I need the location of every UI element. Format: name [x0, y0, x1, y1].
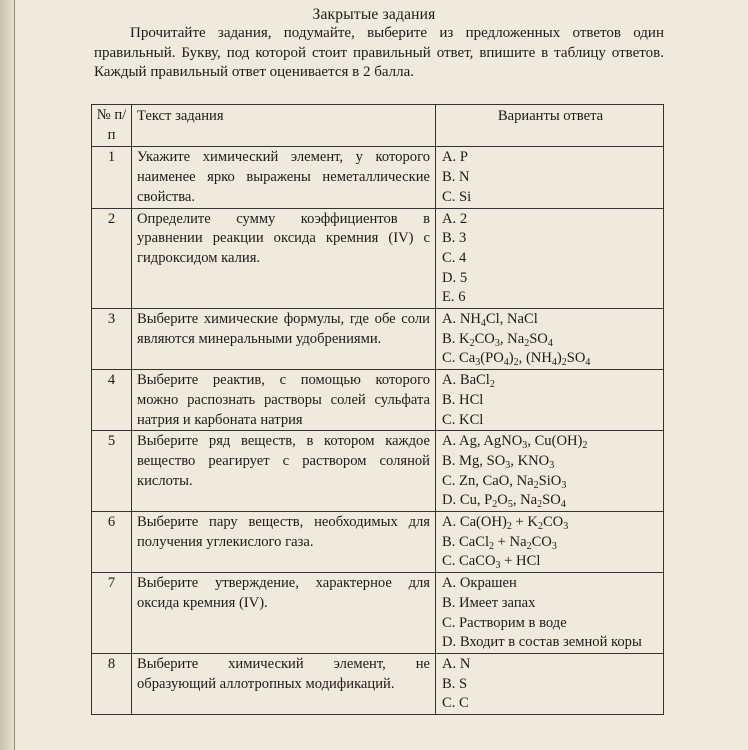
question-number: 7 — [92, 573, 132, 654]
answer-option: A. $Ca(OH)_2 + K_2CO_3$ — [442, 514, 569, 533]
question-number: 4 — [92, 370, 132, 431]
answer-options — [436, 512, 664, 573]
question-text: Выберите пару веществ, необходимых для получения углекислого газа. — [132, 512, 436, 573]
answer-option: B. S — [442, 675, 468, 692]
answer-option: C. 4 — [442, 249, 467, 266]
question-number: 8 — [92, 653, 132, 714]
answer-option: A. $NH_4Cl$, NaCl — [442, 311, 538, 330]
question-text: Выберите химический элемент, не образующий аллотропных модификаций. — [132, 653, 436, 714]
page-edge-line — [14, 0, 15, 750]
answer-option: A. N — [442, 655, 471, 672]
table-row — [92, 208, 664, 309]
answer-option: A. 2 — [442, 210, 468, 227]
question-text: Определите сумму коэффициентов в уравнении реакции оксида кремния (IV) с гидроксидом калия. — [132, 208, 436, 309]
answer-options — [436, 147, 664, 208]
question-text: Выберите утверждение, характерное для оксида кремния (IV). — [132, 573, 436, 654]
page-title: Закрытые задания — [312, 6, 436, 23]
question-text: Выберите ряд веществ, в котором каждое вещество реагирует с раствором соляной кислоты. — [132, 431, 436, 512]
page-edge-shadow — [0, 0, 14, 750]
table-row — [92, 147, 664, 208]
answer-option: B. Mg, $SO_3$, $KNO_3$ — [442, 452, 555, 471]
header-number: № п/п — [92, 105, 132, 147]
question-number: 1 — [92, 147, 132, 208]
questions-table-body — [92, 147, 664, 715]
answer-option: C. Si — [442, 188, 472, 205]
header-task-text: Текст задания — [132, 105, 436, 147]
question-number: 5 — [92, 431, 132, 512]
answer-option: C. Растворим в воде — [442, 614, 567, 631]
answer-options — [436, 653, 664, 714]
question-text: Выберите реактив, с помощью которого можно распознать растворы солей сульфата натрия и карбоната натрия — [132, 370, 436, 431]
answer-option: C. CaCO$_3$ + HCl — [442, 553, 541, 572]
table-row — [92, 653, 664, 714]
answer-options — [436, 208, 664, 309]
answer-option: D. Входит в состав земной коры — [442, 634, 642, 651]
answer-options — [436, 309, 664, 370]
answer-option: D. 5 — [442, 269, 468, 286]
table-row — [92, 431, 664, 512]
answer-option: B. N — [442, 169, 470, 186]
answer-option: C. C — [442, 695, 469, 712]
question-text: Укажите химический элемент, у которого наименее ярко выражены неметаллические свойства. — [132, 147, 436, 208]
answer-option: B. HCl — [442, 391, 484, 408]
header-answer-options: Варианты ответа — [436, 105, 664, 147]
question-number: 3 — [92, 309, 132, 370]
answer-options — [436, 431, 664, 512]
answer-option: E. 6 — [442, 289, 466, 306]
answer-option: B. Имеет запах — [442, 594, 536, 611]
question-text: Выберите химические формулы, где обе соли являются минеральными удобрениями. — [132, 309, 436, 370]
answer-options — [436, 573, 664, 654]
question-number: 2 — [92, 208, 132, 309]
table-row — [92, 370, 664, 431]
table-row — [92, 309, 664, 370]
answer-option: B. $K_2CO_3$, $Na_2SO_4$ — [442, 330, 553, 349]
questions-table — [91, 104, 664, 715]
answer-option: C. Zn, CaO, $Na_2SiO_3$ — [442, 472, 567, 491]
answer-option: A. Окрашен — [442, 575, 517, 592]
answer-option: A. BaCl$_2$ — [442, 372, 495, 391]
answer-option: B. CaCl$_2$ + $Na_2CO_3$ — [442, 533, 557, 552]
answer-option: A. Ag, AgNO$_3$, $Cu(OH)_2$ — [442, 433, 588, 452]
answer-option: D. Cu, $P_2O_5$, $Na_2SO_4$ — [442, 492, 566, 511]
answer-option: C. KCl — [442, 411, 484, 428]
instructions-paragraph: Прочитайте задания, подумайте, выберите из предложенных ответов один правильный. Букву, под которой стоит правильный ответ, впишите в таблицу ответов. Каждый правильный ответ оценивается в 2 балла. — [94, 25, 664, 80]
answer-option: A. P — [442, 149, 468, 166]
table-row — [92, 573, 664, 654]
answer-option: B. 3 — [442, 230, 467, 247]
table-header-row — [92, 105, 664, 147]
answer-options — [436, 370, 664, 431]
table-row — [92, 512, 664, 573]
answer-option: C. $Ca_3(PO_4)_2$, $(NH_4)_2SO_4$ — [442, 350, 591, 369]
question-number: 6 — [92, 512, 132, 573]
